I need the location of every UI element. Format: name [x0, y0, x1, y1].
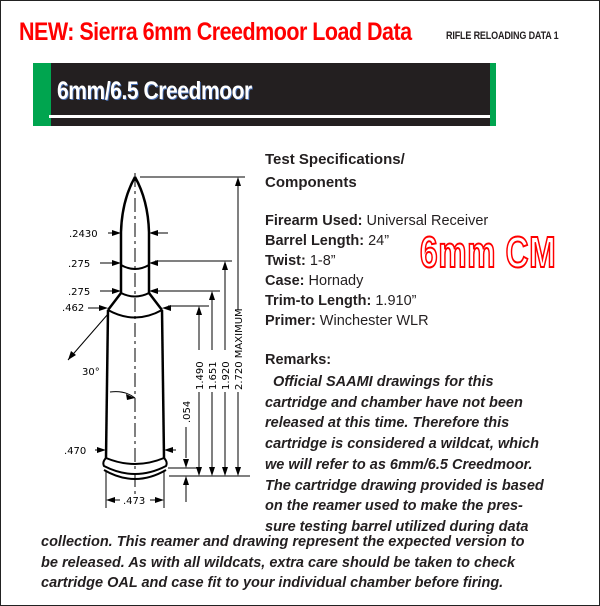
cartridge-banner: [33, 63, 496, 126]
spec-value: Winchester WLR: [315, 313, 429, 329]
spec-trim-length: [265, 291, 595, 311]
remarks-line: we will refer to as 6mm/6.5 Creedmoor.: [265, 456, 533, 473]
spec-value: Universal Receiver: [362, 213, 489, 229]
remarks-line: cartridge OAL and case fit to your individual chamber before firing.: [41, 575, 504, 592]
remarks-line: released at this time. Therefore this: [265, 415, 510, 432]
spec-primer: [265, 311, 595, 331]
dim-overall-length: 2.720 MAXIMUM: [234, 308, 245, 390]
remarks-line: Official SAAMI drawings for this: [265, 374, 494, 390]
dim-neck-top-diameter: .275: [68, 259, 91, 270]
dim-length-neck: 1.651: [208, 361, 219, 390]
spec-value: 24”: [364, 233, 390, 249]
dim-bullet-diameter: .2430: [69, 229, 98, 240]
remarks-line: sure testing barrel utilized during data: [265, 518, 529, 535]
banner-body: [51, 63, 490, 126]
dim-length-shoulder: 1.490: [195, 361, 206, 390]
specs-heading: [265, 148, 595, 194]
banner-divider: [49, 115, 490, 118]
dim-rim-thickness: .054: [182, 400, 193, 423]
dim-shoulder-diameter: .462: [62, 303, 85, 314]
spec-label: Twist:: [265, 253, 306, 269]
spec-label: Firearm Used:: [265, 213, 363, 229]
specs-heading-line1: Test Specifications/: [265, 151, 405, 168]
cartridge-name: 6mm/6.5 Creedmoor: [57, 77, 252, 105]
remarks-heading: Remarks:: [265, 352, 332, 368]
remarks-column-text: [265, 372, 595, 538]
spec-label: Barrel Length:: [265, 233, 365, 249]
spec-label: Trim-to Length:: [265, 293, 372, 309]
cartridge-schematic-icon: [40, 140, 265, 520]
dim-case-length: 1.920: [221, 361, 232, 390]
dim-neck-base-diameter: .275: [68, 287, 91, 298]
remarks-line: collection. This reamer and drawing represent the expected version to: [41, 534, 525, 550]
spec-value: 1-8”: [305, 253, 336, 269]
remarks-line: The cartridge drawing provided is based: [265, 477, 544, 494]
spec-value: Hornady: [304, 273, 364, 289]
remarks-line: on the reamer used to make the pres-: [265, 498, 523, 515]
specs-heading-line2: Components: [265, 174, 357, 191]
cartridge-stamp: 6mm CM: [420, 228, 557, 277]
dim-base-diameter: .470: [64, 446, 87, 457]
cartridge-drawing: [40, 140, 265, 520]
spec-value: 1.910”: [371, 293, 417, 309]
spec-label: Primer:: [265, 313, 316, 329]
spec-label: Case:: [265, 273, 305, 289]
page-title: NEW: Sierra 6mm Creedmoor Load Data: [19, 18, 412, 46]
remarks-line: cartridge is considered a wildcat, which: [265, 436, 539, 453]
dim-rim-diameter: .473: [123, 496, 146, 507]
remarks-line: be released. As with all wildcats, extra care should be taken to check: [41, 554, 516, 571]
remarks-full-width-text: [41, 532, 596, 594]
dim-shoulder-angle: 30°: [82, 367, 100, 378]
section-tag: RIFLE RELOADING DATA 1: [446, 30, 559, 42]
remarks-line: cartridge and chamber have not been: [265, 394, 523, 411]
